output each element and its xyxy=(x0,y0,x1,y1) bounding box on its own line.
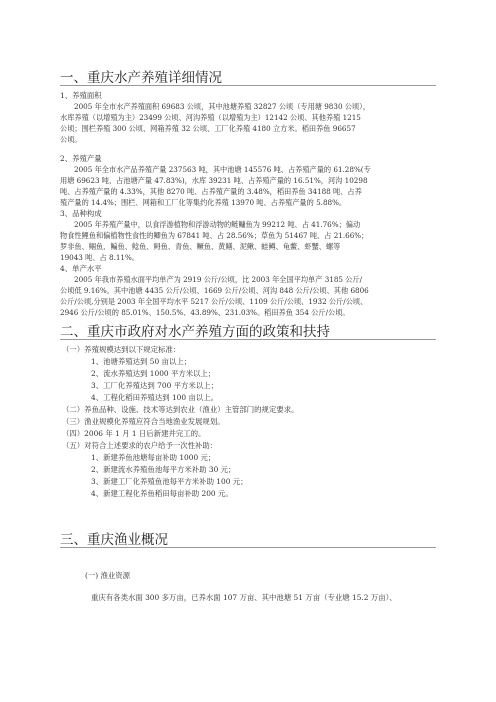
policy-item: 3、新建工厂化养殖鱼池每平方米补助 100 元； xyxy=(91,477,248,486)
text-line: 2005 年全市水产养殖面积 69683 公顷，其中池塘养殖 32827 公顷（专用塘 9830 公顷）， xyxy=(74,102,370,111)
text-line: 公顷低 9.16%。其中池塘 4435 公斤/公顷、1669 公斤/公顷、河沟 848 公斤/公顷、其他 6806 xyxy=(60,286,369,295)
text-line: 2005 年全市水产品养殖产量 237563 吨，其中池塘 145576 吨、占养殖产量的 61.28%(专 xyxy=(74,165,371,174)
text-line: 2005 年养殖产量中，以食浮游植物和浮游动物的鲢鳙鱼为 99212 吨、占 41.76%；偏动 xyxy=(74,220,361,229)
text-line: 罗非鱼、鲴鱼、鳊鱼、鲶鱼、鲟鱼、青鱼、鳜鱼、黄鳝、泥鳅、蛙鳟、龟鳖、虾蟹、螺等 xyxy=(60,242,341,251)
text-line: 水库养殖（以增殖为主）23499 公顷、河沟养殖（以增殖为主）12142 公顷、其他养殖 1215 xyxy=(60,113,361,122)
heading-rule xyxy=(60,85,436,86)
section-4-title: 4、单产水平 xyxy=(60,264,102,273)
section-3-paragraph xyxy=(60,219,436,263)
policy-item: （一）养殖规模达到以下规定标准： xyxy=(62,345,181,354)
text-line: 公顷；围栏养殖 300 公顷、网箱养殖 32 公顷、工厂化养殖 4180 立方米。稻田养鱼 96657 xyxy=(60,124,356,133)
policy-item: 2、流水养殖达到 1000 平方米以上； xyxy=(91,369,216,378)
text-line: 公斤/公顷,分别是 2003 年全国平均水平 5217 公斤/公顷、1109 公斤/公顷、1932 公斤/公顷、 xyxy=(60,297,368,306)
section-4-paragraph xyxy=(60,274,436,318)
heading-1: 一、重庆水产养殖详细情况 xyxy=(60,70,222,86)
text-line: 殖产量的 14.4%；围栏、网箱和工厂化等集约化养殖 13970 吨、占养殖产量的 5.88%。 xyxy=(60,198,347,207)
section-1-paragraph xyxy=(60,101,436,145)
policy-item: （三）渔业规模化养殖应符合当地渔业发展规划。 xyxy=(62,417,225,426)
text-line: 19043 吨、占 8.11%。 xyxy=(60,253,140,262)
section-2-title: 2、养殖产量 xyxy=(60,154,102,163)
section-2-paragraph xyxy=(60,164,436,208)
text-line: 2946 公斤/公顷的 85.01%、150.5%、43.89%、231.03%。稻田养鱼 354 公斤/公顷。 xyxy=(60,308,350,317)
subsection-title: (一) 渔业资源 xyxy=(85,571,131,580)
heading-2: 二、重庆市政府对水产养殖方面的政策和扶持 xyxy=(60,324,330,340)
text-line: 吨、占养殖产量的 4.33%，其他 8270 吨、占养殖产量的 3.48%，稻田养鱼 34188 吨、占养 xyxy=(60,187,362,196)
policy-item: （二）养鱼品种、设施、技术等达到农业（渔业）主管部门的规定要求。 xyxy=(62,405,299,414)
policy-item: 3、工厂化养殖达到 700 平方米以上； xyxy=(91,381,218,390)
policy-item: 1、新建养鱼池塘每亩补助 1000 元； xyxy=(91,453,216,462)
policy-item: 2、新建流水养殖鱼池每平方米补助 30 元； xyxy=(91,465,236,474)
policy-item: 4、工程化稻田养殖达到 100 亩以上。 xyxy=(91,393,218,402)
text-line: 用塘 69623 吨、占池塘产量 47.83%)，水库 39231 吨、占养殖产量的 16.51%，河沟 10298 xyxy=(60,176,368,185)
text-line: 2005 年我市养殖水面平均单产为 2919 公斤/公顷，比 2003 年全国平均单产 3185 公斤/ xyxy=(74,275,363,284)
text-line: 公顷。 xyxy=(60,135,82,144)
policy-item: 1、池塘养殖达到 50 亩以上； xyxy=(91,357,192,366)
policy-item: （四）2006 年 1 月 1 日后新建并完工的。 xyxy=(62,429,206,438)
heading-3: 三、重庆渔业概况 xyxy=(60,532,168,548)
heading-rule xyxy=(60,547,436,548)
section-1-title: 1、养殖面积 xyxy=(60,91,102,100)
text-line: 重庆有各类水面 300 多万亩，已养水面 107 万亩、其中池塘 51 万亩（专业塘 15.2 万亩）、 xyxy=(91,593,397,602)
policy-item: （五）对符合上述要求的农户给予一次性补助： xyxy=(62,441,218,450)
text-line: 物食性鲤鱼和偏植物性食性的鲫鱼为 67841 吨、占 28.56%；草鱼为 51467 吨、占 21.66%； xyxy=(60,231,369,240)
policy-item: 4、新建工程化养鱼稻田每亩补助 200 元。 xyxy=(91,489,233,498)
heading-rule xyxy=(60,339,436,340)
section-3-title: 3、品种构成 xyxy=(60,209,102,218)
